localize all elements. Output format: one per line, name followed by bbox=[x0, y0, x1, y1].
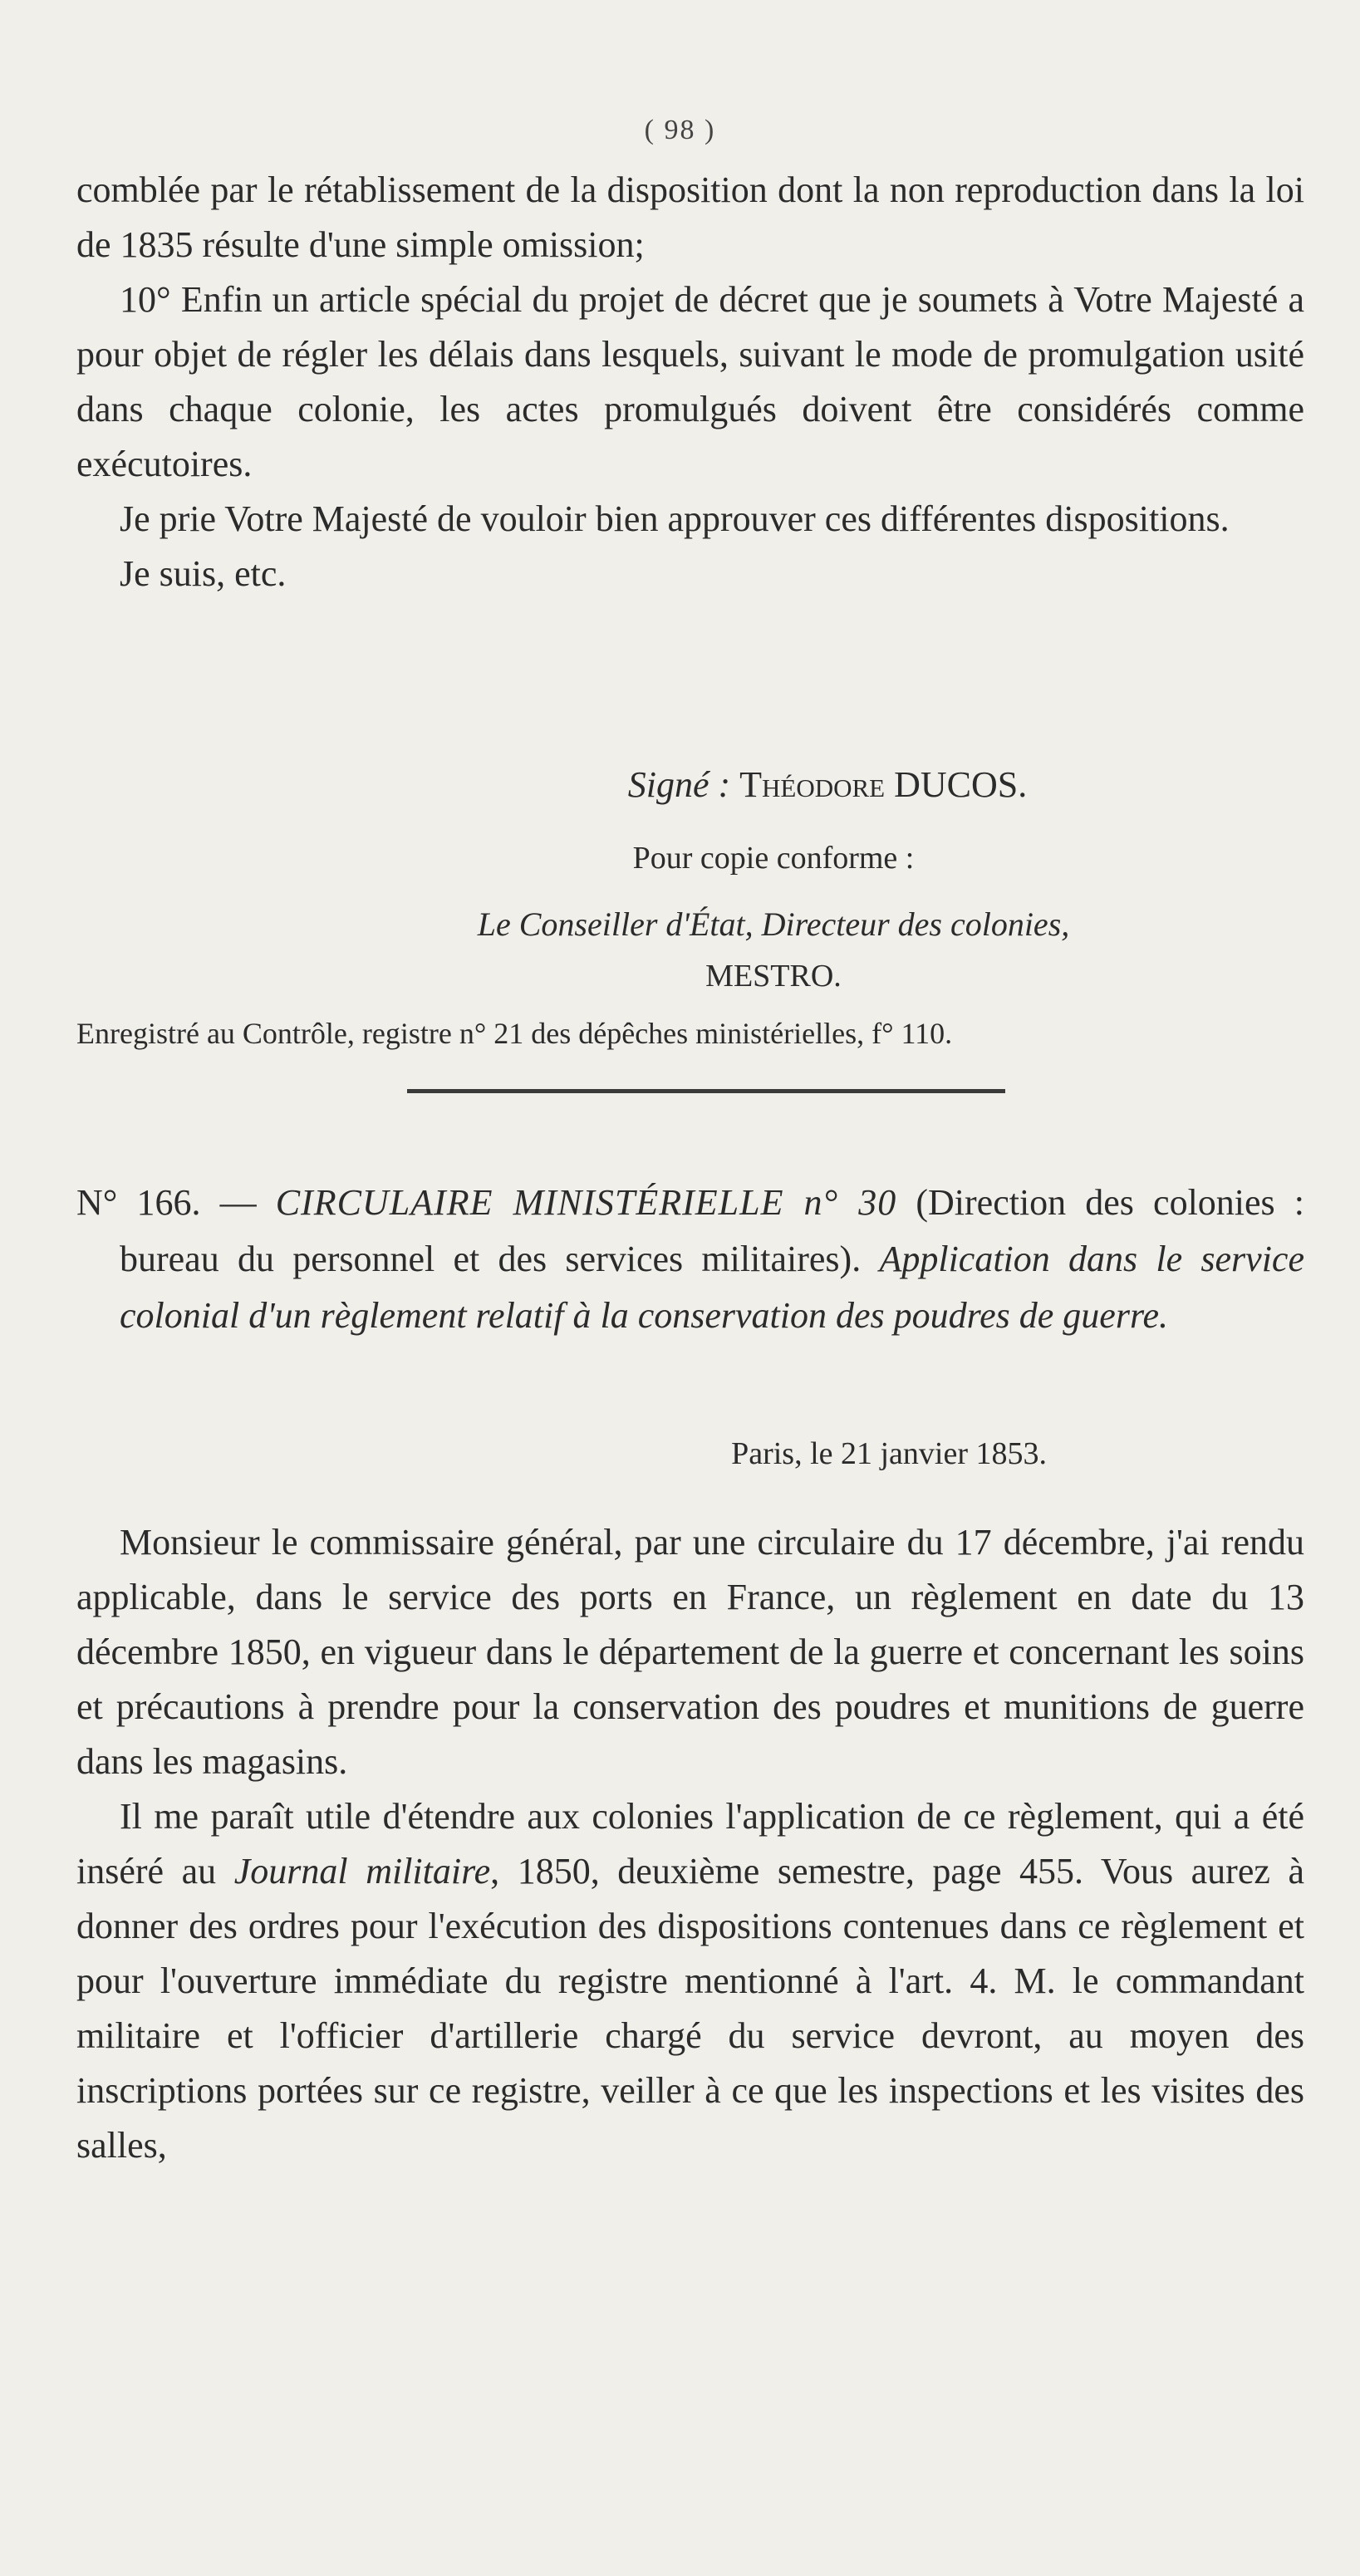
circular-heading bbox=[76, 1175, 1304, 1344]
circular-paragraph-2 bbox=[76, 1789, 1304, 2173]
section-divider bbox=[407, 1089, 1005, 1093]
copie-conforme: Pour copie conforme : bbox=[632, 841, 915, 876]
circular-paragraph-1: Monsieur le commissaire général, par une circulaire du 17 décembre, j'ai rendu applicable, dans le service des ports en France, un règlement en date du 13 décembre 1850, en vigueur dans le département de la guerre et concernant les soins et précautions à prendre pour la conservation des poudres et munitions de guerre dans les magasins. bbox=[76, 1522, 1304, 1782]
circular-body bbox=[76, 1515, 1304, 2173]
signature-block bbox=[76, 758, 1304, 1002]
registration-note: Enregistré au Contrôle, registre n° 21 des dépêches ministérielles, f° 110. bbox=[76, 1017, 953, 1050]
countersigner-name: MESTRO. bbox=[705, 959, 842, 994]
letter-body bbox=[76, 163, 1304, 601]
circular-number: N° 166. — bbox=[76, 1182, 257, 1223]
signature-line bbox=[76, 758, 1304, 812]
date-block bbox=[76, 1427, 1304, 1480]
circular-direction: (Direction des colonies : bureau du personnel et des services militaires). bbox=[120, 1182, 1304, 1279]
signe-label: Signé : bbox=[627, 764, 731, 805]
signer-surname: DUCOS. bbox=[894, 764, 1028, 805]
circular-subject: Application dans le service colonial d'un règlement relatif à la conservation des poudres de guerre. bbox=[120, 1239, 1304, 1336]
paragraph-prayer: Je prie Votre Majesté de vouloir bien approuver ces différentes dispositions. bbox=[120, 498, 1230, 539]
para2-start: Il me paraît utile d'étendre aux colonies l'application de ce règlement, qui a été inséré au bbox=[76, 1796, 1304, 1892]
journal-militaire-ref: Journal militaire bbox=[233, 1851, 491, 1892]
paragraph-item-10: 10° Enfin un article spécial du projet de décret que je soumets à Votre Majesté a pour objet de régler les délais dans lesquels, suivant le mode de promulgation usité dans chaque colonie, les actes promulgués doivent être considérés comme exécutoires. bbox=[76, 279, 1304, 484]
page-number: ( 98 ) bbox=[644, 115, 716, 145]
signer-name: Théodore bbox=[739, 764, 886, 805]
paragraph-continuation: comblée par le rétablissement de la disposition dont la non reproduction dans la loi de 1835 résulte d'une simple omission; bbox=[76, 169, 1304, 265]
circular-title-line bbox=[76, 1175, 1304, 1344]
circular-date: Paris, le 21 janvier 1853. bbox=[731, 1436, 1047, 1471]
para2-rest: , 1850, deuxième semestre, page 455. Vous aurez à donner des ordres pour l'exécution des dispositions contenues dans ce règlement et pour l'ouverture immédiate du registre mentionné à l'art. 4. M. le commandant militaire et l'officier d'artillerie chargé du service devront, au moyen des inscriptions portées sur ce registre, veiller à ce que les inspections et les visites des salles, bbox=[76, 1851, 1304, 2166]
closing-formula: Je suis, etc. bbox=[120, 553, 287, 594]
registration-note-block bbox=[76, 1008, 1304, 1058]
director-title: Le Conseiller d'État, Directeur des colonies, bbox=[477, 905, 1070, 943]
circular-title: CIRCULAIRE MINISTÉRIELLE n° 30 bbox=[275, 1182, 897, 1223]
